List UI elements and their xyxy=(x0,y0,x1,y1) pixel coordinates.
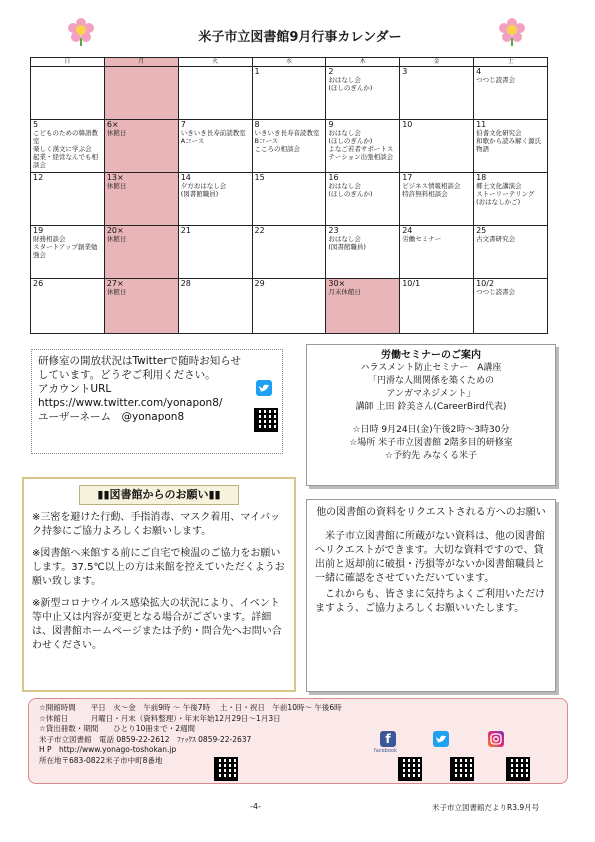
calendar-event: ビジネス情報相談会 xyxy=(402,182,461,190)
calendar-day-cell xyxy=(474,173,548,226)
twitter-icon[interactable] xyxy=(256,380,272,396)
library-info-footer xyxy=(28,698,568,784)
day-number: 5 xyxy=(33,120,39,129)
calendar-event: 休館日 xyxy=(106,182,127,190)
day-number: 14 xyxy=(180,173,191,182)
homepage-qr-code xyxy=(214,757,238,781)
day-number: 29 xyxy=(254,279,265,288)
calendar-day-cell xyxy=(31,120,105,173)
homepage-url[interactable]: H P http://www.yonago-toshokan.jp xyxy=(39,745,177,754)
calendar-event: こどものための韓語教室 xyxy=(33,129,98,145)
day-number: 18 xyxy=(476,173,487,182)
calendar-day-cell xyxy=(178,120,252,173)
calendar-day-cell xyxy=(474,120,548,173)
day-number: 4 xyxy=(476,67,482,76)
calendar-event: 郷土文化講演会 xyxy=(476,182,522,190)
calendar-event: (ほしのぎんか) xyxy=(328,137,373,145)
header-sat: 土 xyxy=(474,58,548,67)
calendar-day-cell xyxy=(326,226,400,279)
instagram-icon[interactable] xyxy=(488,731,504,747)
calendar-day-cell xyxy=(104,67,178,120)
day-number: 16 xyxy=(328,173,339,182)
header-mon: 月 xyxy=(104,58,178,67)
publication-name: 米子市立図書館だよりR3.9月号 xyxy=(432,803,540,812)
calendar-event: 休館日 xyxy=(106,288,127,296)
day-number: 6× xyxy=(106,120,119,129)
calendar-event: おはなし会 xyxy=(328,76,361,84)
header-thu: 木 xyxy=(326,58,400,67)
calendar-event: (図書館職員) xyxy=(180,190,219,198)
closed-days: ☆休館日 月曜日・月末（資料整理）・年末年始12月29日～1月3日 xyxy=(39,713,281,723)
twitter-notice-line: しています。どうぞご利用ください。 xyxy=(38,369,216,381)
day-number: 26 xyxy=(33,279,44,288)
calendar-event: 月末休館日 xyxy=(328,288,361,296)
account-url-label: アカウントURL xyxy=(38,383,112,395)
calendar-day-cell xyxy=(31,173,105,226)
calendar-event: 休館日 xyxy=(106,129,127,137)
calendar-event: こころの相談会 xyxy=(254,145,301,153)
calendar-event: 伯耆文化研究会 xyxy=(476,129,522,137)
calendar-day-cell xyxy=(252,67,326,120)
contact-info: 米子市立図書館 電話 0859-22-2612 ﾌｧｯｸｽ 0859-22-2637 xyxy=(39,734,252,744)
calendar-day-cell xyxy=(474,67,548,120)
calendar-day-cell xyxy=(178,67,252,120)
day-number: 12 xyxy=(33,173,44,182)
calendar-week-row xyxy=(31,120,548,173)
request-paragraph: ※図書館へ来館する前にご自宅で検温のご協力をお願いします。37.5℃以上の方は来館を控えていただくようお願い致します。 xyxy=(32,548,285,587)
calendar-event: 楽しく漢文に学ぶ会 xyxy=(33,145,92,153)
library-requests xyxy=(22,477,296,692)
book-icon: ▮▮ xyxy=(208,488,221,501)
twitter-icon[interactable] xyxy=(433,731,449,747)
calendar-event: (ほしのぎんか) xyxy=(328,84,373,92)
header-tue: 火 xyxy=(178,58,252,67)
calendar-event: 財務相談会 xyxy=(33,235,66,243)
header-sun: 日 xyxy=(31,58,105,67)
day-number: 7 xyxy=(180,120,186,129)
calendar-day-cell xyxy=(104,226,178,279)
calendar-event: 和歌から読み解く源氏物語 xyxy=(476,137,542,153)
seminar-line: アンガマネジメント」 xyxy=(386,389,476,399)
seminar-lecturer: 講師 上田 鈴美さん(CareerBird代表) xyxy=(355,402,507,412)
seminar-heading: 労働セミナーのご案内 xyxy=(381,350,481,361)
calendar-day-cell xyxy=(178,173,252,226)
instagram-qr-code xyxy=(506,757,530,781)
calendar-header-row xyxy=(31,58,548,67)
day-number: 27× xyxy=(106,279,124,288)
twitter-url[interactable]: https://www.twitter.com/yonapon8/ xyxy=(38,397,223,409)
day-number: 3 xyxy=(402,67,408,76)
calendar-event: おはなし会 xyxy=(328,129,361,137)
calendar-event: いきいき長寿前読教室Aコース xyxy=(180,129,246,145)
header-wed: 水 xyxy=(252,58,326,67)
day-number: 19 xyxy=(33,226,44,235)
facebook-icon[interactable]: f xyxy=(380,731,396,747)
day-number: 21 xyxy=(180,226,191,235)
day-number: 15 xyxy=(254,173,265,182)
calendar-event: (ほしのぎんか) xyxy=(328,190,373,198)
calendar-day-cell xyxy=(474,226,548,279)
calendar-event: ストーリーテリング xyxy=(476,190,535,198)
day-number: 23 xyxy=(328,226,339,235)
seminar-line: ハラスメント防止セミナー A講座 xyxy=(360,363,502,373)
calendar-day-cell xyxy=(178,226,252,279)
library-requests-heading xyxy=(79,485,239,505)
day-number: 11 xyxy=(476,120,487,129)
day-number: 1 xyxy=(254,67,260,76)
flower-icon xyxy=(66,16,96,46)
day-number: 10/1 xyxy=(402,279,421,288)
day-number: 22 xyxy=(254,226,265,235)
calendar-day-cell xyxy=(326,67,400,120)
calendar-event: つつじ読書会 xyxy=(476,288,516,296)
twitter-notice xyxy=(31,349,283,454)
day-number: 8 xyxy=(254,120,260,129)
event-calendar xyxy=(30,57,548,334)
calendar-day-cell xyxy=(326,173,400,226)
day-number: 10 xyxy=(402,120,413,129)
library-requests-title: 図書館からのお願い xyxy=(109,488,209,501)
header-fri: 金 xyxy=(400,58,474,67)
seminar-reserve: ☆予約先 みなくる米子 xyxy=(385,451,477,461)
calendar-day-cell xyxy=(104,279,178,334)
calendar-day-cell xyxy=(400,67,474,120)
interlibrary-paragraph: 米子市立図書館に所蔵がない資料は、他の図書館へリクエストができます。大切な資料ですので、貸出前と返却前に破損・汚損等がないか図書館職員と一緒に確認をさせていただいています。 xyxy=(315,531,545,584)
twitter-qr-code xyxy=(450,757,474,781)
day-number: 24 xyxy=(402,226,413,235)
calendar-day-cell xyxy=(31,67,105,120)
day-number: 17 xyxy=(402,173,413,182)
calendar-event: 労働セミナー xyxy=(402,235,442,243)
calendar-event: (おはなしかご) xyxy=(476,198,521,206)
calendar-day-cell xyxy=(31,226,105,279)
twitter-qr-code xyxy=(254,408,278,432)
seminar-notice xyxy=(306,344,556,486)
calendar-event: おはなし会 xyxy=(328,182,361,190)
calendar-event: 休館日 xyxy=(106,235,127,243)
calendar-event: よなご若者サポートステーション出張相談会 xyxy=(328,145,394,161)
calendar-day-cell xyxy=(252,120,326,173)
page-number: -4- xyxy=(250,802,261,811)
calendar-day-cell xyxy=(400,120,474,173)
request-paragraph: ※三密を避けた行動、手指消毒、マスク着用、マイバック持参にご協力よろしくお願いします。 xyxy=(32,512,280,537)
interlibrary-heading: 他の図書館の資料をリクエストされる方へのお願い xyxy=(316,507,546,518)
calendar-day-cell xyxy=(400,173,474,226)
day-number: 25 xyxy=(476,226,487,235)
seminar-place: ☆場所 米子市立図書館 2階多目的研修室 xyxy=(349,438,513,448)
request-paragraph: ※新型コロナウイルス感染拡大の状況により、イベント等中止又は内容が変更となる場合がございます。詳細は、図書館ホームページまたは予約・問合先へお問い合わせください。 xyxy=(32,598,282,651)
calendar-week-row xyxy=(31,226,548,279)
calendar-day-cell xyxy=(178,279,252,334)
facebook-qr-code xyxy=(398,757,422,781)
calendar-day-cell xyxy=(252,279,326,334)
calendar-event: スタートアップ創業勉強会 xyxy=(33,243,98,259)
calendar-day-cell xyxy=(31,279,105,334)
page-title: 米子市立図書館9月行事カレンダー xyxy=(198,30,402,45)
facebook-label: facebook xyxy=(374,748,397,754)
day-number: 10/2 xyxy=(476,279,495,288)
address: 所在地〒683-0822米子市中町8番地 xyxy=(39,755,163,765)
calendar-event: つつじ読書会 xyxy=(476,76,516,84)
calendar-event: いきいき長寿音読教室Bコース xyxy=(254,129,320,145)
calendar-event: 古文書研究会 xyxy=(476,235,516,243)
day-number: 9 xyxy=(328,120,334,129)
opening-hours: ☆開館時間 平日 火～金 午前9時 ～ 午後7時 土・日・祝日 午前10時～ 午後6時 xyxy=(39,703,342,712)
calendar-day-cell xyxy=(252,226,326,279)
calendar-day-cell xyxy=(104,120,178,173)
calendar-event: 特許無料相談会 xyxy=(402,190,448,198)
loan-rules: ☆貸出冊数・期間 ひとり10冊まで・2週間 xyxy=(39,724,196,733)
calendar-event: 起業・経営なんでも相談会 xyxy=(33,153,98,169)
twitter-username: ユーザーネーム @yonapon8 xyxy=(38,411,185,423)
seminar-date: ☆日時 9月24日(金)午後2時～3時30分 xyxy=(352,425,510,435)
calendar-day-cell xyxy=(474,279,548,334)
book-icon: ▮▮ xyxy=(97,488,110,501)
day-number: 20× xyxy=(106,226,124,235)
day-number: 2 xyxy=(328,67,334,76)
calendar-day-cell xyxy=(104,173,178,226)
calendar-week-row xyxy=(31,173,548,226)
calendar-event: 夕方おはなし会 xyxy=(180,182,227,190)
seminar-line: 「円滑な人間関係を築くための xyxy=(367,376,494,386)
calendar-day-cell xyxy=(400,226,474,279)
calendar-week-row xyxy=(31,67,548,120)
day-number: 30× xyxy=(328,279,346,288)
flower-icon xyxy=(497,16,527,46)
twitter-notice-line: 研修室の開放状況はTwitterで随時お知らせ xyxy=(38,355,241,367)
day-number: 28 xyxy=(180,279,191,288)
calendar-event: おはなし会 xyxy=(328,235,361,243)
interlibrary-notice xyxy=(306,499,556,692)
calendar-day-cell xyxy=(326,120,400,173)
calendar-event: (図書館職員) xyxy=(328,243,366,251)
interlibrary-paragraph: これからも、皆さまに気持ちよくご利用いただけますよう、ご協力よろしくお願いいたします。 xyxy=(315,589,545,614)
calendar-day-cell xyxy=(400,279,474,334)
calendar-day-cell xyxy=(326,279,400,334)
calendar-week-row xyxy=(31,279,548,334)
day-number: 13× xyxy=(106,173,124,182)
calendar-day-cell xyxy=(252,173,326,226)
